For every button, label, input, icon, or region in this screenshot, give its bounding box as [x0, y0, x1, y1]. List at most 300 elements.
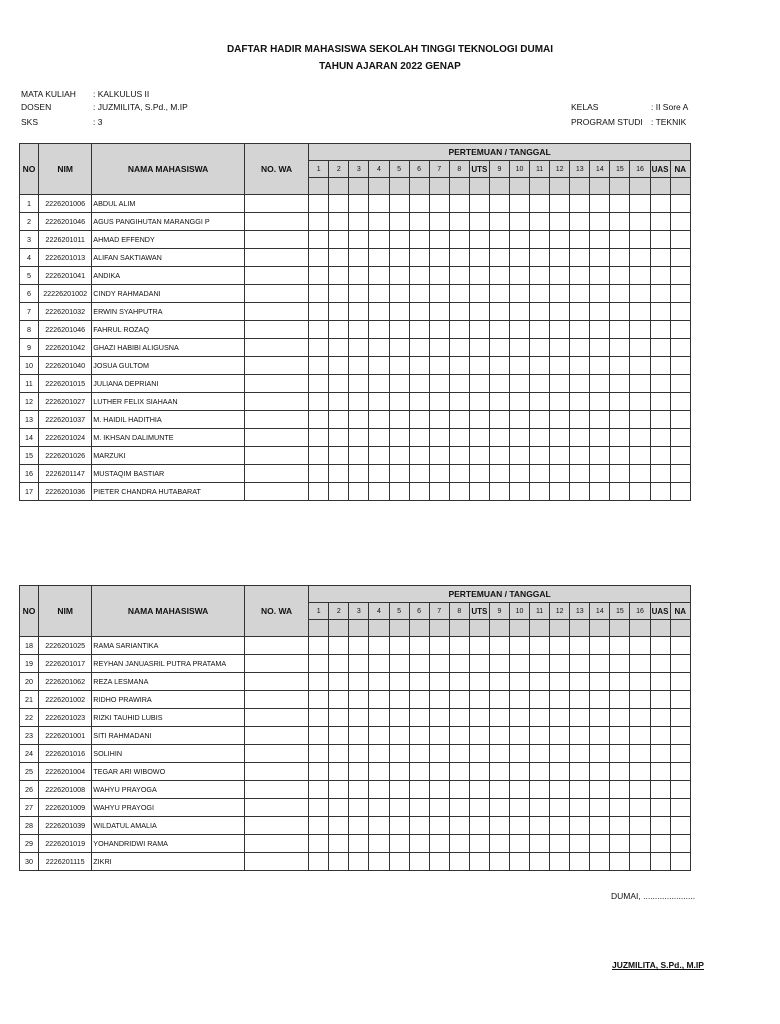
attendance-cell[interactable]: [489, 321, 509, 339]
attendance-cell[interactable]: [349, 853, 369, 871]
attendance-cell[interactable]: [369, 691, 389, 709]
attendance-cell[interactable]: [469, 429, 489, 447]
attendance-cell[interactable]: [469, 637, 489, 655]
attendance-cell[interactable]: [489, 727, 509, 745]
attendance-cell[interactable]: [630, 393, 650, 411]
attendance-cell[interactable]: [429, 483, 449, 501]
attendance-cell[interactable]: [590, 817, 610, 835]
attendance-cell[interactable]: [590, 691, 610, 709]
attendance-cell[interactable]: [650, 285, 670, 303]
attendance-cell[interactable]: [590, 393, 610, 411]
attendance-cell[interactable]: [329, 231, 349, 249]
attendance-cell[interactable]: [469, 465, 489, 483]
row-no-wa[interactable]: [244, 799, 308, 817]
attendance-cell[interactable]: [630, 691, 650, 709]
attendance-cell[interactable]: [349, 691, 369, 709]
attendance-cell[interactable]: [630, 763, 650, 781]
attendance-cell[interactable]: [369, 375, 389, 393]
attendance-cell[interactable]: [329, 357, 349, 375]
attendance-cell[interactable]: [449, 483, 469, 501]
attendance-cell[interactable]: [469, 411, 489, 429]
attendance-cell[interactable]: [489, 853, 509, 871]
attendance-cell[interactable]: [509, 195, 529, 213]
attendance-cell[interactable]: [369, 249, 389, 267]
attendance-cell[interactable]: [590, 799, 610, 817]
attendance-cell[interactable]: [610, 447, 630, 465]
attendance-cell[interactable]: [389, 637, 409, 655]
attendance-cell[interactable]: [610, 709, 630, 727]
attendance-cell[interactable]: [630, 447, 650, 465]
attendance-cell[interactable]: [670, 763, 690, 781]
attendance-cell[interactable]: [409, 817, 429, 835]
attendance-cell[interactable]: [570, 709, 590, 727]
attendance-cell[interactable]: [389, 691, 409, 709]
attendance-cell[interactable]: [670, 429, 690, 447]
attendance-cell[interactable]: [530, 285, 550, 303]
attendance-cell[interactable]: [389, 483, 409, 501]
attendance-cell[interactable]: [449, 799, 469, 817]
attendance-cell[interactable]: [550, 727, 570, 745]
attendance-cell[interactable]: [590, 781, 610, 799]
attendance-cell[interactable]: [329, 393, 349, 411]
attendance-cell[interactable]: [469, 673, 489, 691]
attendance-cell[interactable]: [389, 213, 409, 231]
attendance-cell[interactable]: [429, 303, 449, 321]
attendance-cell[interactable]: [389, 339, 409, 357]
attendance-cell[interactable]: [369, 339, 389, 357]
attendance-cell[interactable]: [630, 709, 650, 727]
attendance-cell[interactable]: [670, 799, 690, 817]
attendance-cell[interactable]: [650, 213, 670, 231]
attendance-cell[interactable]: [349, 393, 369, 411]
attendance-cell[interactable]: [429, 447, 449, 465]
attendance-cell[interactable]: [329, 691, 349, 709]
attendance-cell[interactable]: [429, 285, 449, 303]
attendance-cell[interactable]: [670, 321, 690, 339]
attendance-cell[interactable]: [489, 195, 509, 213]
attendance-cell[interactable]: [610, 303, 630, 321]
attendance-cell[interactable]: [650, 853, 670, 871]
attendance-cell[interactable]: [469, 267, 489, 285]
attendance-cell[interactable]: [610, 763, 630, 781]
attendance-cell[interactable]: [409, 411, 429, 429]
attendance-cell[interactable]: [449, 817, 469, 835]
attendance-cell[interactable]: [530, 691, 550, 709]
attendance-cell[interactable]: [309, 483, 329, 501]
attendance-cell[interactable]: [590, 285, 610, 303]
row-no-wa[interactable]: [244, 817, 308, 835]
attendance-cell[interactable]: [389, 393, 409, 411]
attendance-cell[interactable]: [550, 745, 570, 763]
attendance-cell[interactable]: [389, 709, 409, 727]
attendance-cell[interactable]: [349, 835, 369, 853]
attendance-cell[interactable]: [469, 195, 489, 213]
attendance-cell[interactable]: [590, 745, 610, 763]
attendance-cell[interactable]: [650, 745, 670, 763]
attendance-cell[interactable]: [570, 637, 590, 655]
attendance-cell[interactable]: [670, 781, 690, 799]
attendance-cell[interactable]: [630, 231, 650, 249]
attendance-cell[interactable]: [449, 835, 469, 853]
attendance-cell[interactable]: [489, 745, 509, 763]
attendance-cell[interactable]: [530, 835, 550, 853]
attendance-cell[interactable]: [309, 213, 329, 231]
attendance-cell[interactable]: [509, 799, 529, 817]
attendance-cell[interactable]: [550, 691, 570, 709]
attendance-cell[interactable]: [469, 483, 489, 501]
attendance-cell[interactable]: [670, 745, 690, 763]
attendance-cell[interactable]: [349, 267, 369, 285]
attendance-cell[interactable]: [509, 781, 529, 799]
attendance-cell[interactable]: [670, 267, 690, 285]
attendance-cell[interactable]: [570, 835, 590, 853]
attendance-cell[interactable]: [309, 727, 329, 745]
row-no-wa[interactable]: [244, 853, 308, 871]
attendance-cell[interactable]: [409, 835, 429, 853]
attendance-cell[interactable]: [489, 249, 509, 267]
row-no-wa[interactable]: [244, 465, 308, 483]
row-no-wa[interactable]: [244, 781, 308, 799]
attendance-cell[interactable]: [650, 357, 670, 375]
attendance-cell[interactable]: [630, 375, 650, 393]
attendance-cell[interactable]: [550, 339, 570, 357]
attendance-cell[interactable]: [530, 447, 550, 465]
attendance-cell[interactable]: [409, 195, 429, 213]
attendance-cell[interactable]: [650, 267, 670, 285]
attendance-cell[interactable]: [309, 465, 329, 483]
attendance-cell[interactable]: [650, 817, 670, 835]
attendance-cell[interactable]: [349, 321, 369, 339]
attendance-cell[interactable]: [329, 483, 349, 501]
attendance-cell[interactable]: [530, 817, 550, 835]
attendance-cell[interactable]: [429, 429, 449, 447]
attendance-cell[interactable]: [530, 709, 550, 727]
attendance-cell[interactable]: [570, 393, 590, 411]
attendance-cell[interactable]: [670, 393, 690, 411]
attendance-cell[interactable]: [650, 799, 670, 817]
attendance-cell[interactable]: [509, 763, 529, 781]
attendance-cell[interactable]: [449, 339, 469, 357]
attendance-cell[interactable]: [349, 799, 369, 817]
attendance-cell[interactable]: [309, 673, 329, 691]
attendance-cell[interactable]: [389, 745, 409, 763]
attendance-cell[interactable]: [550, 709, 570, 727]
attendance-cell[interactable]: [630, 267, 650, 285]
attendance-cell[interactable]: [610, 655, 630, 673]
attendance-cell[interactable]: [329, 763, 349, 781]
row-no-wa[interactable]: [244, 727, 308, 745]
attendance-cell[interactable]: [449, 267, 469, 285]
attendance-cell[interactable]: [550, 483, 570, 501]
attendance-cell[interactable]: [389, 267, 409, 285]
attendance-cell[interactable]: [329, 853, 349, 871]
attendance-cell[interactable]: [570, 483, 590, 501]
attendance-cell[interactable]: [469, 357, 489, 375]
attendance-cell[interactable]: [309, 195, 329, 213]
row-no-wa[interactable]: [244, 673, 308, 691]
attendance-cell[interactable]: [449, 321, 469, 339]
attendance-cell[interactable]: [469, 285, 489, 303]
attendance-cell[interactable]: [489, 655, 509, 673]
attendance-cell[interactable]: [389, 799, 409, 817]
attendance-cell[interactable]: [530, 763, 550, 781]
attendance-cell[interactable]: [489, 781, 509, 799]
attendance-cell[interactable]: [630, 853, 650, 871]
attendance-cell[interactable]: [530, 781, 550, 799]
attendance-cell[interactable]: [309, 231, 329, 249]
attendance-cell[interactable]: [610, 853, 630, 871]
attendance-cell[interactable]: [489, 303, 509, 321]
attendance-cell[interactable]: [369, 213, 389, 231]
attendance-cell[interactable]: [429, 799, 449, 817]
attendance-cell[interactable]: [309, 799, 329, 817]
attendance-cell[interactable]: [670, 835, 690, 853]
attendance-cell[interactable]: [610, 231, 630, 249]
attendance-cell[interactable]: [630, 411, 650, 429]
attendance-cell[interactable]: [349, 357, 369, 375]
attendance-cell[interactable]: [530, 357, 550, 375]
attendance-cell[interactable]: [509, 655, 529, 673]
attendance-cell[interactable]: [590, 465, 610, 483]
row-no-wa[interactable]: [244, 195, 308, 213]
attendance-cell[interactable]: [329, 447, 349, 465]
attendance-cell[interactable]: [449, 673, 469, 691]
attendance-cell[interactable]: [570, 447, 590, 465]
attendance-cell[interactable]: [530, 213, 550, 231]
attendance-cell[interactable]: [409, 213, 429, 231]
attendance-cell[interactable]: [630, 781, 650, 799]
attendance-cell[interactable]: [349, 231, 369, 249]
attendance-cell[interactable]: [509, 411, 529, 429]
attendance-cell[interactable]: [329, 727, 349, 745]
attendance-cell[interactable]: [650, 835, 670, 853]
attendance-cell[interactable]: [349, 673, 369, 691]
attendance-cell[interactable]: [489, 763, 509, 781]
attendance-cell[interactable]: [570, 465, 590, 483]
attendance-cell[interactable]: [349, 727, 369, 745]
attendance-cell[interactable]: [650, 781, 670, 799]
row-no-wa[interactable]: [244, 763, 308, 781]
attendance-cell[interactable]: [389, 655, 409, 673]
attendance-cell[interactable]: [409, 465, 429, 483]
attendance-cell[interactable]: [530, 249, 550, 267]
attendance-cell[interactable]: [489, 357, 509, 375]
attendance-cell[interactable]: [670, 447, 690, 465]
attendance-cell[interactable]: [610, 213, 630, 231]
attendance-cell[interactable]: [650, 303, 670, 321]
attendance-cell[interactable]: [610, 285, 630, 303]
attendance-cell[interactable]: [670, 465, 690, 483]
attendance-cell[interactable]: [610, 483, 630, 501]
attendance-cell[interactable]: [610, 267, 630, 285]
attendance-cell[interactable]: [449, 637, 469, 655]
attendance-cell[interactable]: [409, 321, 429, 339]
row-no-wa[interactable]: [244, 303, 308, 321]
attendance-cell[interactable]: [670, 411, 690, 429]
attendance-cell[interactable]: [670, 709, 690, 727]
attendance-cell[interactable]: [349, 429, 369, 447]
attendance-cell[interactable]: [650, 429, 670, 447]
attendance-cell[interactable]: [409, 303, 429, 321]
attendance-cell[interactable]: [409, 853, 429, 871]
attendance-cell[interactable]: [429, 411, 449, 429]
attendance-cell[interactable]: [429, 673, 449, 691]
row-no-wa[interactable]: [244, 393, 308, 411]
attendance-cell[interactable]: [610, 375, 630, 393]
attendance-cell[interactable]: [369, 393, 389, 411]
attendance-cell[interactable]: [349, 817, 369, 835]
attendance-cell[interactable]: [409, 691, 429, 709]
attendance-cell[interactable]: [509, 835, 529, 853]
attendance-cell[interactable]: [650, 321, 670, 339]
attendance-cell[interactable]: [329, 799, 349, 817]
attendance-cell[interactable]: [409, 393, 429, 411]
attendance-cell[interactable]: [570, 303, 590, 321]
attendance-cell[interactable]: [429, 637, 449, 655]
attendance-cell[interactable]: [469, 447, 489, 465]
attendance-cell[interactable]: [389, 231, 409, 249]
attendance-cell[interactable]: [489, 483, 509, 501]
attendance-cell[interactable]: [630, 727, 650, 745]
attendance-cell[interactable]: [570, 357, 590, 375]
attendance-cell[interactable]: [630, 303, 650, 321]
attendance-cell[interactable]: [489, 285, 509, 303]
attendance-cell[interactable]: [409, 249, 429, 267]
attendance-cell[interactable]: [469, 375, 489, 393]
attendance-cell[interactable]: [369, 285, 389, 303]
attendance-cell[interactable]: [449, 285, 469, 303]
attendance-cell[interactable]: [449, 195, 469, 213]
attendance-cell[interactable]: [449, 691, 469, 709]
attendance-cell[interactable]: [670, 357, 690, 375]
attendance-cell[interactable]: [409, 727, 429, 745]
attendance-cell[interactable]: [409, 375, 429, 393]
attendance-cell[interactable]: [550, 195, 570, 213]
attendance-cell[interactable]: [590, 447, 610, 465]
attendance-cell[interactable]: [550, 321, 570, 339]
attendance-cell[interactable]: [349, 249, 369, 267]
attendance-cell[interactable]: [449, 447, 469, 465]
attendance-cell[interactable]: [489, 799, 509, 817]
attendance-cell[interactable]: [369, 429, 389, 447]
attendance-cell[interactable]: [550, 303, 570, 321]
attendance-cell[interactable]: [670, 213, 690, 231]
attendance-cell[interactable]: [670, 817, 690, 835]
attendance-cell[interactable]: [550, 637, 570, 655]
attendance-cell[interactable]: [630, 655, 650, 673]
attendance-cell[interactable]: [309, 817, 329, 835]
attendance-cell[interactable]: [329, 213, 349, 231]
row-no-wa[interactable]: [244, 249, 308, 267]
attendance-cell[interactable]: [530, 195, 550, 213]
attendance-cell[interactable]: [329, 339, 349, 357]
attendance-cell[interactable]: [509, 429, 529, 447]
attendance-cell[interactable]: [369, 853, 389, 871]
attendance-cell[interactable]: [670, 637, 690, 655]
attendance-cell[interactable]: [449, 781, 469, 799]
attendance-cell[interactable]: [449, 231, 469, 249]
attendance-cell[interactable]: [409, 673, 429, 691]
attendance-cell[interactable]: [329, 411, 349, 429]
attendance-cell[interactable]: [429, 249, 449, 267]
attendance-cell[interactable]: [429, 853, 449, 871]
attendance-cell[interactable]: [509, 709, 529, 727]
attendance-cell[interactable]: [530, 429, 550, 447]
attendance-cell[interactable]: [389, 835, 409, 853]
attendance-cell[interactable]: [309, 357, 329, 375]
attendance-cell[interactable]: [610, 339, 630, 357]
attendance-cell[interactable]: [590, 195, 610, 213]
attendance-cell[interactable]: [610, 321, 630, 339]
attendance-cell[interactable]: [610, 799, 630, 817]
attendance-cell[interactable]: [630, 637, 650, 655]
attendance-cell[interactable]: [590, 339, 610, 357]
attendance-cell[interactable]: [530, 375, 550, 393]
attendance-cell[interactable]: [550, 447, 570, 465]
attendance-cell[interactable]: [329, 673, 349, 691]
attendance-cell[interactable]: [309, 321, 329, 339]
attendance-cell[interactable]: [389, 447, 409, 465]
attendance-cell[interactable]: [489, 637, 509, 655]
attendance-cell[interactable]: [349, 213, 369, 231]
attendance-cell[interactable]: [550, 357, 570, 375]
attendance-cell[interactable]: [670, 655, 690, 673]
attendance-cell[interactable]: [570, 655, 590, 673]
attendance-cell[interactable]: [489, 375, 509, 393]
attendance-cell[interactable]: [369, 673, 389, 691]
attendance-cell[interactable]: [550, 465, 570, 483]
attendance-cell[interactable]: [409, 357, 429, 375]
attendance-cell[interactable]: [429, 763, 449, 781]
attendance-cell[interactable]: [610, 817, 630, 835]
attendance-cell[interactable]: [610, 429, 630, 447]
attendance-cell[interactable]: [469, 393, 489, 411]
attendance-cell[interactable]: [369, 817, 389, 835]
attendance-cell[interactable]: [590, 429, 610, 447]
attendance-cell[interactable]: [469, 763, 489, 781]
attendance-cell[interactable]: [309, 267, 329, 285]
attendance-cell[interactable]: [610, 727, 630, 745]
attendance-cell[interactable]: [610, 249, 630, 267]
attendance-cell[interactable]: [469, 781, 489, 799]
attendance-cell[interactable]: [650, 637, 670, 655]
attendance-cell[interactable]: [309, 763, 329, 781]
attendance-cell[interactable]: [590, 709, 610, 727]
attendance-cell[interactable]: [309, 709, 329, 727]
attendance-cell[interactable]: [409, 429, 429, 447]
attendance-cell[interactable]: [630, 213, 650, 231]
attendance-cell[interactable]: [570, 673, 590, 691]
attendance-cell[interactable]: [429, 781, 449, 799]
attendance-cell[interactable]: [429, 339, 449, 357]
attendance-cell[interactable]: [389, 465, 409, 483]
attendance-cell[interactable]: [650, 411, 670, 429]
attendance-cell[interactable]: [429, 835, 449, 853]
attendance-cell[interactable]: [369, 763, 389, 781]
attendance-cell[interactable]: [650, 655, 670, 673]
attendance-cell[interactable]: [369, 465, 389, 483]
attendance-cell[interactable]: [389, 853, 409, 871]
attendance-cell[interactable]: [550, 267, 570, 285]
attendance-cell[interactable]: [409, 655, 429, 673]
attendance-cell[interactable]: [610, 393, 630, 411]
attendance-cell[interactable]: [670, 483, 690, 501]
attendance-cell[interactable]: [650, 375, 670, 393]
attendance-cell[interactable]: [550, 285, 570, 303]
attendance-cell[interactable]: [389, 763, 409, 781]
attendance-cell[interactable]: [550, 393, 570, 411]
attendance-cell[interactable]: [349, 637, 369, 655]
